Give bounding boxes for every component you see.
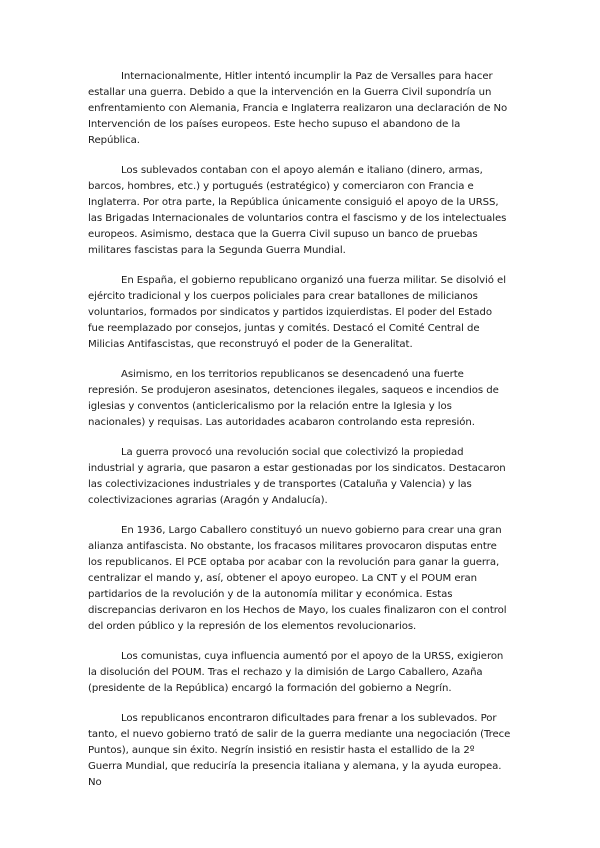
paragraph-negrin: Los republicanos encontraron dificultades para frenar a los sublevados. Por tanto, el nuevo gobierno trató de salir de la guerra mediante una negociación (Trece Puntos), aunque sin éxito. Negrín insistió en resistir hasta el estallido de la 2º Guerra Mundial, que reduciría la presencia italiana y alemana, y la ayuda europea. No — [88, 713, 511, 788]
paragraph-non-intervention: Internacionalmente, Hitler intentó incumplir la Paz de Versalles para hacer estallar una guerra. Debido a que la intervención en la Guerra Civil supondría un enfrentamiento con Alemania, Francia e Inglaterra realizaron una declaración de No Intervención de los países europeos. Este hecho supuso el abandono de la República. — [88, 71, 508, 146]
paragraph-largo-caballero: En 1936, Largo Caballero constituyó un nuevo gobierno para crear una gran alianza antifascista. No obstante, los fracasos militares provocaron disputas entre los republicanos. El PCE optaba por acabar con la revolución para ganar la guerra, centralizar el mando y, así, obtener el apoyo europeo. La CNT y el POUM eran partidarios de la revolución y de la autonomía militar y económica. Estas discrepancias derivaron en los Hechos de Mayo, los cuales finalizaron con el control del orden público y la represión de los elementos revolucionarios. — [88, 525, 507, 632]
paragraph-foreign-support: Los sublevados contaban con el apoyo alemán e italiano (dinero, armas, barcos, hombres, etc.) y portugués (estratégico) y comerciaron con Francia e Inglaterra. Por otra parte, la República únicamente consiguió el apoyo de la URSS, las Brigadas Internacionales de voluntarios contra el fascismo y de los intelectuales europeos. Asimismo, destaca que la Guerra Civil supuso un banco de pruebas militares fascistas para la Segunda Guerra Mundial. — [88, 165, 507, 256]
paragraph-communists: Los comunistas, cuya influencia aumentó por el apoyo de la URSS, exigieron la disolución del POUM. Tras el rechazo y la dimisión de Largo Caballero, Azaña (presidente de la República) encargó la formación del gobierno a Negrín. — [88, 651, 504, 694]
document-page — [88, 69, 511, 805]
paragraph-republican-military: En España, el gobierno republicano organizó una fuerza militar. Se disolvió el ejército tradicional y los cuerpos policiales para crear batallones de milicianos voluntarios, formados por sindicatos y partidos izquierdistas. El poder del Estado fue reemplazado por consejos, juntas y comités. Destacó el Comité Central de Milicias Antifascistas, que reconstruyó el poder de la Generalitat. — [88, 274, 506, 350]
paragraph-repression: Asimismo, en los territorios republicanos se desencadenó una fuerte represión. Se produjeron asesinatos, detenciones ilegales, saqueos e incendios de iglesias y conventos (anticlericalismo por la relación entre la Iglesia y los nacionales) y requisas. Las autoridades acabaron controlando esta represión. — [88, 369, 499, 428]
paragraph-social-revolution: La guerra provocó una revolución social que colectivizó la propiedad industrial y agraria, que pasaron a estar gestionadas por los sindicatos. Destacaron las colectivizaciones industriales y de transportes (Cataluña y Valencia) y las colectivizaciones agrarias (Aragón y Andalucía). — [88, 447, 506, 506]
